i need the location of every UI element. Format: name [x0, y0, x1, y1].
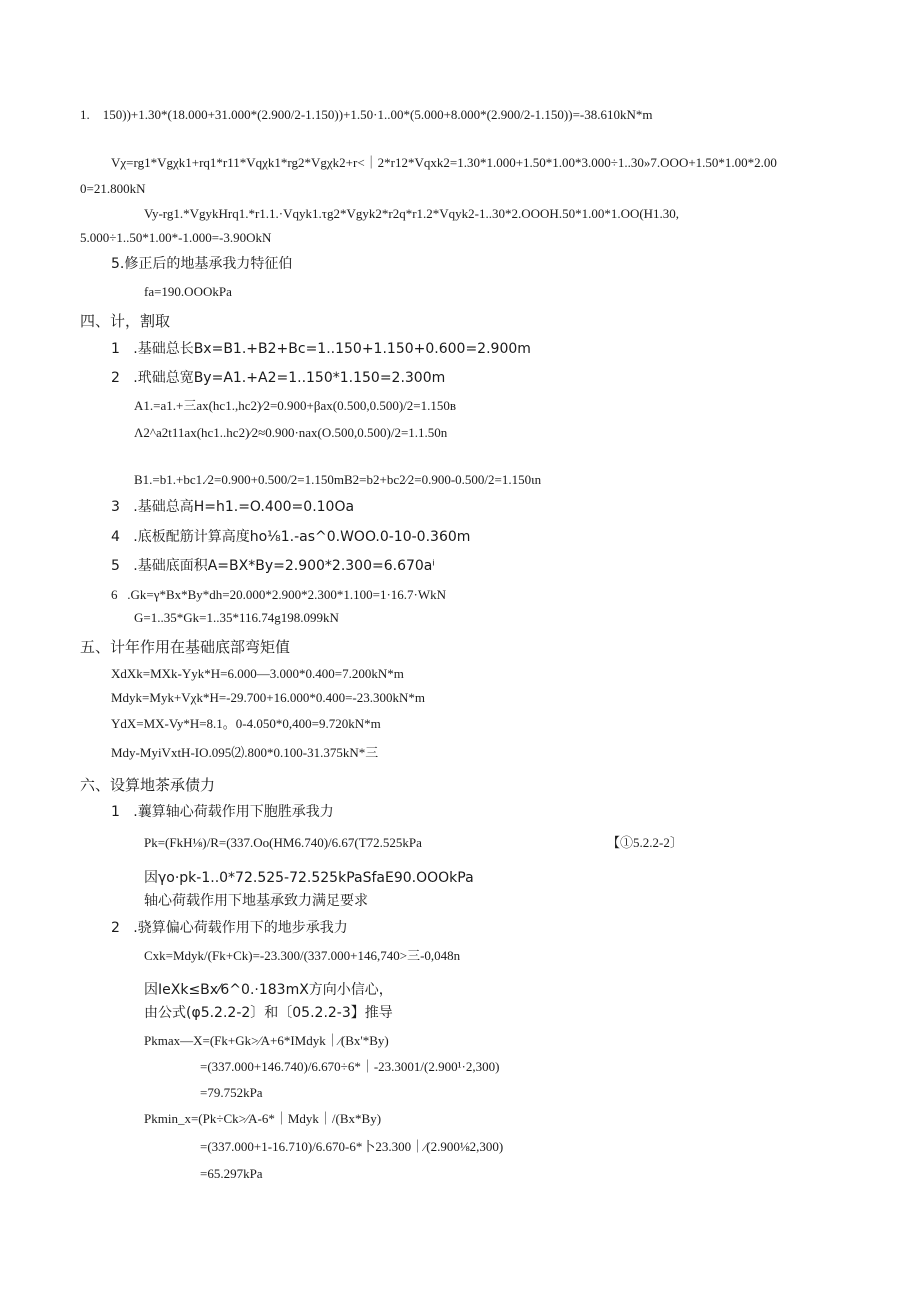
text-line: Pkmax—X=(Fk+Gk>⁄A+6*IMdyk｜⁄(Bx'*By): [144, 1033, 389, 1048]
text-line: 5.000÷1..50*1.00*-1.000=-3.90OkN: [80, 230, 272, 245]
text-line: =79.752kPa: [200, 1085, 263, 1100]
section-heading: 六、设算地茶承债力: [80, 776, 216, 794]
text-line: Vy-rg1.*VgykHrq1.*r1.1.·Vqyk1.τg2*Vgyk2*r2q*r1.2*Vqyk2-1..30*2.OOOH.50*1.00*1.OO(H1.30,: [144, 206, 680, 221]
text-line: fa=190.OOOkPa: [144, 284, 232, 299]
text-line: Pkmin_x=(Pk÷Ck>⁄A-6*｜Mdyk｜/(Bx*By): [144, 1111, 382, 1126]
text-line: =(337.000+1-16.710)/6.670-6*卜23.300｜⁄(2.900⅛2,300): [200, 1139, 504, 1154]
text-line: 0=21.800kN: [80, 181, 146, 196]
text-line: 由公式(φ5.2.2-2〕和〔05.2.2-3】推导: [144, 1005, 393, 1021]
text-line: 因IeXk≤Bx⁄6^0.·183mX方向小信心，: [144, 982, 393, 998]
text-line: 轴心荷载作用下地基承致力满足要求: [144, 893, 368, 909]
section-heading: 五、计年作用在基础底部弯矩值: [80, 638, 291, 656]
section-heading: 四、计，割取: [80, 312, 171, 330]
text-line: 6 .Gk=γ*Bx*By*dh=20.000*2.900*2.300*1.100=1·16.7·WkN: [111, 587, 447, 602]
text-line: 2 .骁算偏心荷载作用下的地步承我力: [111, 920, 348, 936]
text-line: =(337.000+146.740)/6.670÷6*｜-23.3001/(2.900¹·2,300): [200, 1059, 500, 1074]
text-line: =65.297kPa: [200, 1166, 263, 1181]
text-line: Λ2^a2t11ax(hc1..hc2)⁄2≈0.900·nax(O.500,0.500)/2=1.1.50n: [134, 425, 448, 440]
text-line: G=1..35*Gk=1..35*116.74g198.099kN: [134, 610, 339, 625]
reference-label: 【①5.2.2-2〕: [607, 835, 683, 850]
text-line: Vχ=rg1*Vgχk1+rq1*r11*Vqχk1*rg2*Vgχk2+r<｜2*r12*Vqxk2=1.30*1.000+1.50*1.00*3.000÷1..30»7.OOO+1.50*1.00*2.00: [111, 155, 777, 170]
text-line: 1 .蘘算轴心荷载作用下胞胜承我力: [111, 804, 334, 820]
text-line: Mdyk=Myk+Vχk*H=-29.700+16.000*0.400=-23.300kN*m: [111, 690, 425, 705]
text-line: XdXk=MXk-Yyk*H=6.000—3.000*0.400=7.200kN*m: [111, 666, 404, 681]
text-line: 4 .底板配筋计算高度ho⅛1.-as^0.WOO.0-10-0.360m: [111, 529, 471, 545]
text-line: 1. 150))+1.30*(18.000+31.000*(2.900/2-1.150))+1.50·1..00*(5.000+8.000*(2.900/2-1.150))=-38.610kN*m: [80, 107, 653, 122]
text-line: Pk=(FkH⅛)/R=(337.Oo(HM6.740)/6.67(T72.525kPa: [144, 835, 422, 850]
text-line: YdX=MX-Vy*H=8.1。0-4.050*0,400=9.720kN*m: [111, 716, 381, 731]
text-line: B1.=b1.+bc1.⁄2=0.900+0.500/2=1.150mB2=b2+bc2⁄2=0.900-0.500/2=1.150ιn: [134, 472, 542, 487]
text-line: Cxk=Mdyk/(Fk+Ck)=-23.300/(337.000+146,740>三-0,048n: [144, 948, 461, 963]
text-line: 3 .基础总高H=h1.=O.400=0.10Oa: [111, 499, 355, 515]
text-line: 因γo·pk-1..0*72.525-72.525kPaSfaE90.OOOkPa: [144, 870, 474, 886]
text-line: 2 .玳础总宽By=A1.+A2=1..150*1.150=2.300m: [111, 370, 446, 386]
text-line: 5 .基础底面积A=BX*By=2.900*2.300=6.670aⁱ: [111, 558, 435, 574]
text-line: 5.修正后的地基承我力特征伯: [111, 256, 293, 272]
text-line: A1.=a1.+三ax(hc1.,hc2)⁄2=0.900+βax(0.500,0.500)/2=1.150в: [134, 398, 456, 413]
text-line: Mdy-MyiVxtH-IO.095⑵.800*0.100-31.375kN*三: [111, 745, 379, 760]
text-line: 1 .基础总长Bx=B1.+B2+Bc=1..150+1.150+0.600=2.900m: [111, 341, 531, 357]
